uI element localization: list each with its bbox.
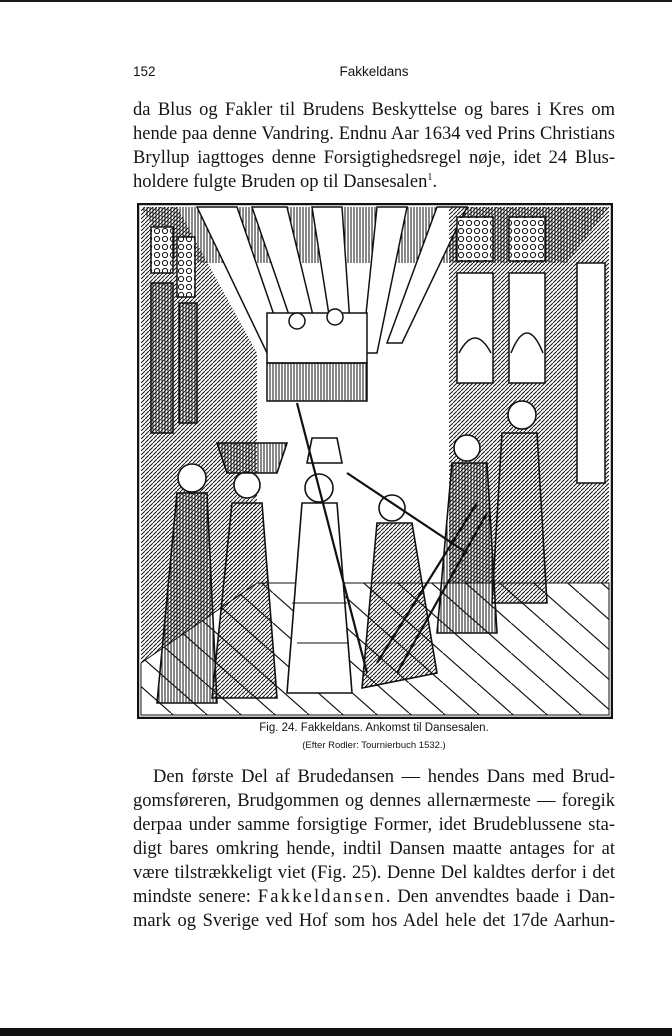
paragraph-1	[133, 98, 615, 194]
text-line-end: .	[432, 172, 438, 192]
running-title: Fakkeldans	[339, 64, 409, 79]
text-line	[133, 885, 615, 909]
text-line: digt bares omkring hende, indtil Dansen maatte antages for at	[133, 839, 615, 859]
text-line	[133, 170, 615, 194]
text-line: Den første Del af Brudedansen — hendes Dans med Brud-	[153, 767, 615, 787]
text-line: derpaa under samme forsigtige Former, idet Brudeblussene sta-	[133, 815, 615, 835]
footnote-reference[interactable]: 1	[427, 171, 433, 183]
page-number: 152	[133, 64, 156, 79]
figure-caption: Fig. 24. Fakkeldans. Ankomst til Dansesalen.	[259, 722, 489, 734]
text-line-start: mindste senere:	[133, 887, 258, 907]
top-edge-rule	[0, 0, 672, 2]
spaced-emphasis-term: Fakkeldansen	[257, 887, 386, 907]
text-line-start: holdere fulgte Bruden op til Dansesalen	[133, 172, 428, 192]
bottom-edge-rule	[0, 1028, 672, 1036]
page-header	[133, 64, 615, 84]
paragraph-2	[133, 765, 615, 933]
text-line: Bryllup iagttoges denne Forsigtighedsregel nøje, idet 24 Blus-	[133, 148, 615, 168]
text-line: gomsføreren, Brudgommen og dennes allernærmeste — foregik	[133, 791, 615, 811]
woodcut-image	[137, 203, 613, 719]
text-line: være tilstrækkeligt viet (Fig. 25). Denne Del kaldtes derfor i det	[133, 863, 615, 883]
text-line: hende paa denne Vandring. Endnu Aar 1634 ved Prins Christians	[133, 124, 615, 144]
text-line-end: . Den anvendtes baade i Dan-	[385, 887, 615, 907]
text-line: da Blus og Fakler til Brudens Beskyttelse og bares i Kres om	[133, 100, 615, 120]
figure-woodcut-illustration	[137, 203, 613, 719]
figure-source-credit: (Efter Rodler: Tournierbuch 1532.)	[302, 740, 446, 751]
text-line: mark og Sverige ved Hof som hos Adel hele det 17de Aarhun-	[133, 911, 615, 931]
